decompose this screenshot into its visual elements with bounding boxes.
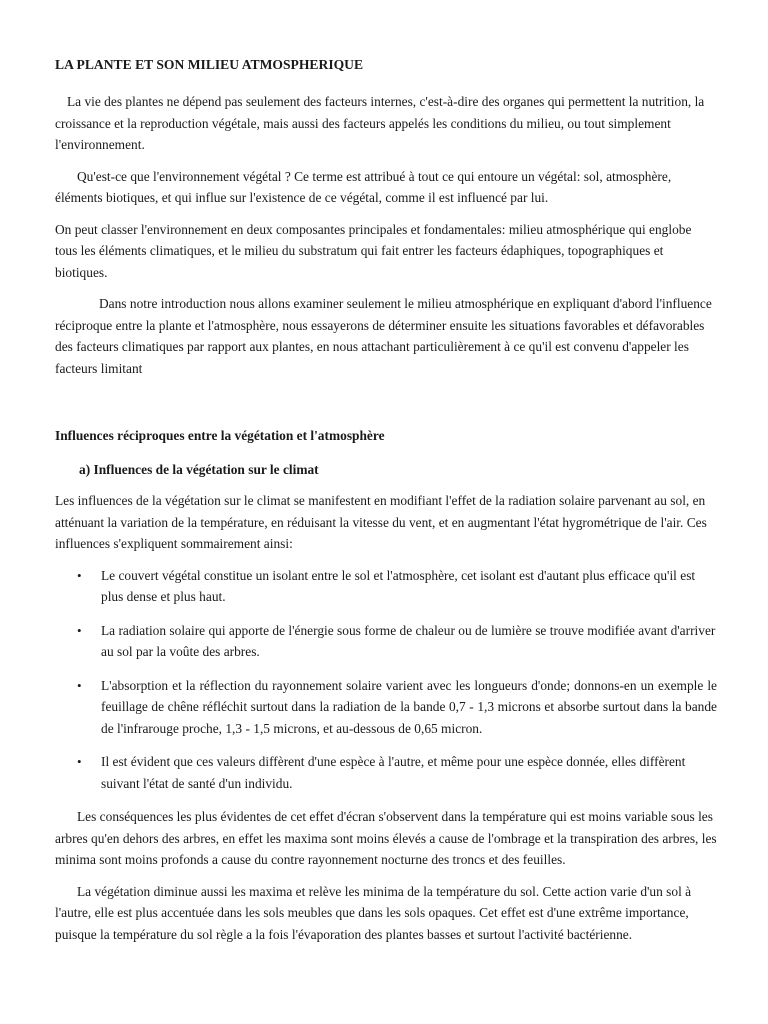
document-title: LA PLANTE ET SON MILIEU ATMOSPHERIQUE [55,57,364,72]
intro-paragraph-2: Qu'est-ce que l'environnement végétal ? Ce terme est attribué à tout ce qui entoure un végétal: sol, atmosphère, éléments biotiques, et qui influe sur l'existence de ce végétal, comme il est influencé par lui. [55,168,672,205]
bullet-item [55,565,717,608]
section-spacer [55,389,717,425]
bullet-icon: • [77,677,82,693]
intro-paragraph-3: On peut classer l'environnement en deux composantes principales et fondamentales: milieu atmosphérique qui englobe tous les éléments climatiques, et le milieu du substratum qui fait entrer les facteurs édaphiques, topographiques et biotiques. [55,221,692,280]
document-page [55,54,717,955]
closing-paragraph-2: La végétation diminue aussi les maxima et relève les minima de la température du sol. Cette action varie d'un sol à l'autre, elle est plus accentuée dans les sols meubles que dans les sols opaques. Cet effet est d'une extrême importance, puisque la température du sol règle a la fois l'évaporation des plantes basses et surtout l'activité bactérienne. [55,883,692,942]
intro-paragraph-4: Dans notre introduction nous allons examiner seulement le milieu atmosphérique en expliquant d'abord l'influence réciproque entre la plante et l'atmosphère, nous essayerons de déterminer ensuite les situations favorables et défavorables des facteurs climatiques par rapport aux plantes, en nous attachant particulièrement à ce qu'il est convenu d'appeler les facteurs limitant [55,296,712,376]
bullet-icon: • [77,754,82,769]
closing-paragraph-1: Les conséquences les plus évidentes de cet effet d'écran s'observent dans la température qui est moins variable sous les arbres qu'en dehors des arbres, en effet les maxima sont moins élevés a cause de l'ombrage et la transpiration des arbres, les minima sont moins profonds a cause du contre rayonnement nocturne des troncs et des feuilles. [55,809,717,867]
bullet-text: L'absorption et la réflection du rayonnement solaire varient avec les longueurs d'onde; donnons-en un exemple le feuillage de chêne réfléchit surtout dans la radiation de la bande 0,7 - 1,3 microns et absorbe surtout dans la bande de l'infrarouge proche, 1,3 - 1,5 microns, et au-dessous de 0,65 micron. [101,677,717,736]
bullet-icon: • [77,567,82,583]
bullet-text: Le couvert végétal constitue un isolant entre le sol et l'atmosphère, cet isolant est d'autant plus efficace qu'il est plus dense et plus haut. [101,567,696,604]
section-title: Influences réciproques entre la végétation et l'atmosphère [55,428,385,443]
section-intro-paragraph: Les influences de la végétation sur le climat se manifestent en modifiant l'effet de la radiation solaire parvenant au sol, en atténuant la variation de la température, en réduisant la vitesse du vent, et en augmentant l'état hygrométrique de l'air. Ces influences s'expliquent sommairement ainsi: [55,493,707,551]
bullet-list [55,565,717,795]
bullet-text: La radiation solaire qui apporte de l'énergie sous forme de chaleur ou de lumière se trouve modifiée avant d'arriver au sol par la voûte des arbres. [101,622,716,659]
bullet-item [55,620,717,663]
bullet-icon: • [77,622,82,638]
bullet-item [55,751,717,794]
subsection-title: a) Influences de la végétation sur le climat [79,461,319,477]
intro-paragraph-1: La vie des plantes ne dépend pas seulement des facteurs internes, c'est-à-dire des organes qui permettent la nutrition, la croissance et la reproduction végétale, mais aussi des facteurs appelés les conditions du milieu, ou tout simplement l'environnement. [55,94,705,152]
bullet-text: Il est évident que ces valeurs diffèrent d'une espèce à l'autre, et même pour une espèce donnée, elles diffèrent suivant l'état de santé d'un individu. [101,754,686,791]
bullet-item [55,675,717,740]
